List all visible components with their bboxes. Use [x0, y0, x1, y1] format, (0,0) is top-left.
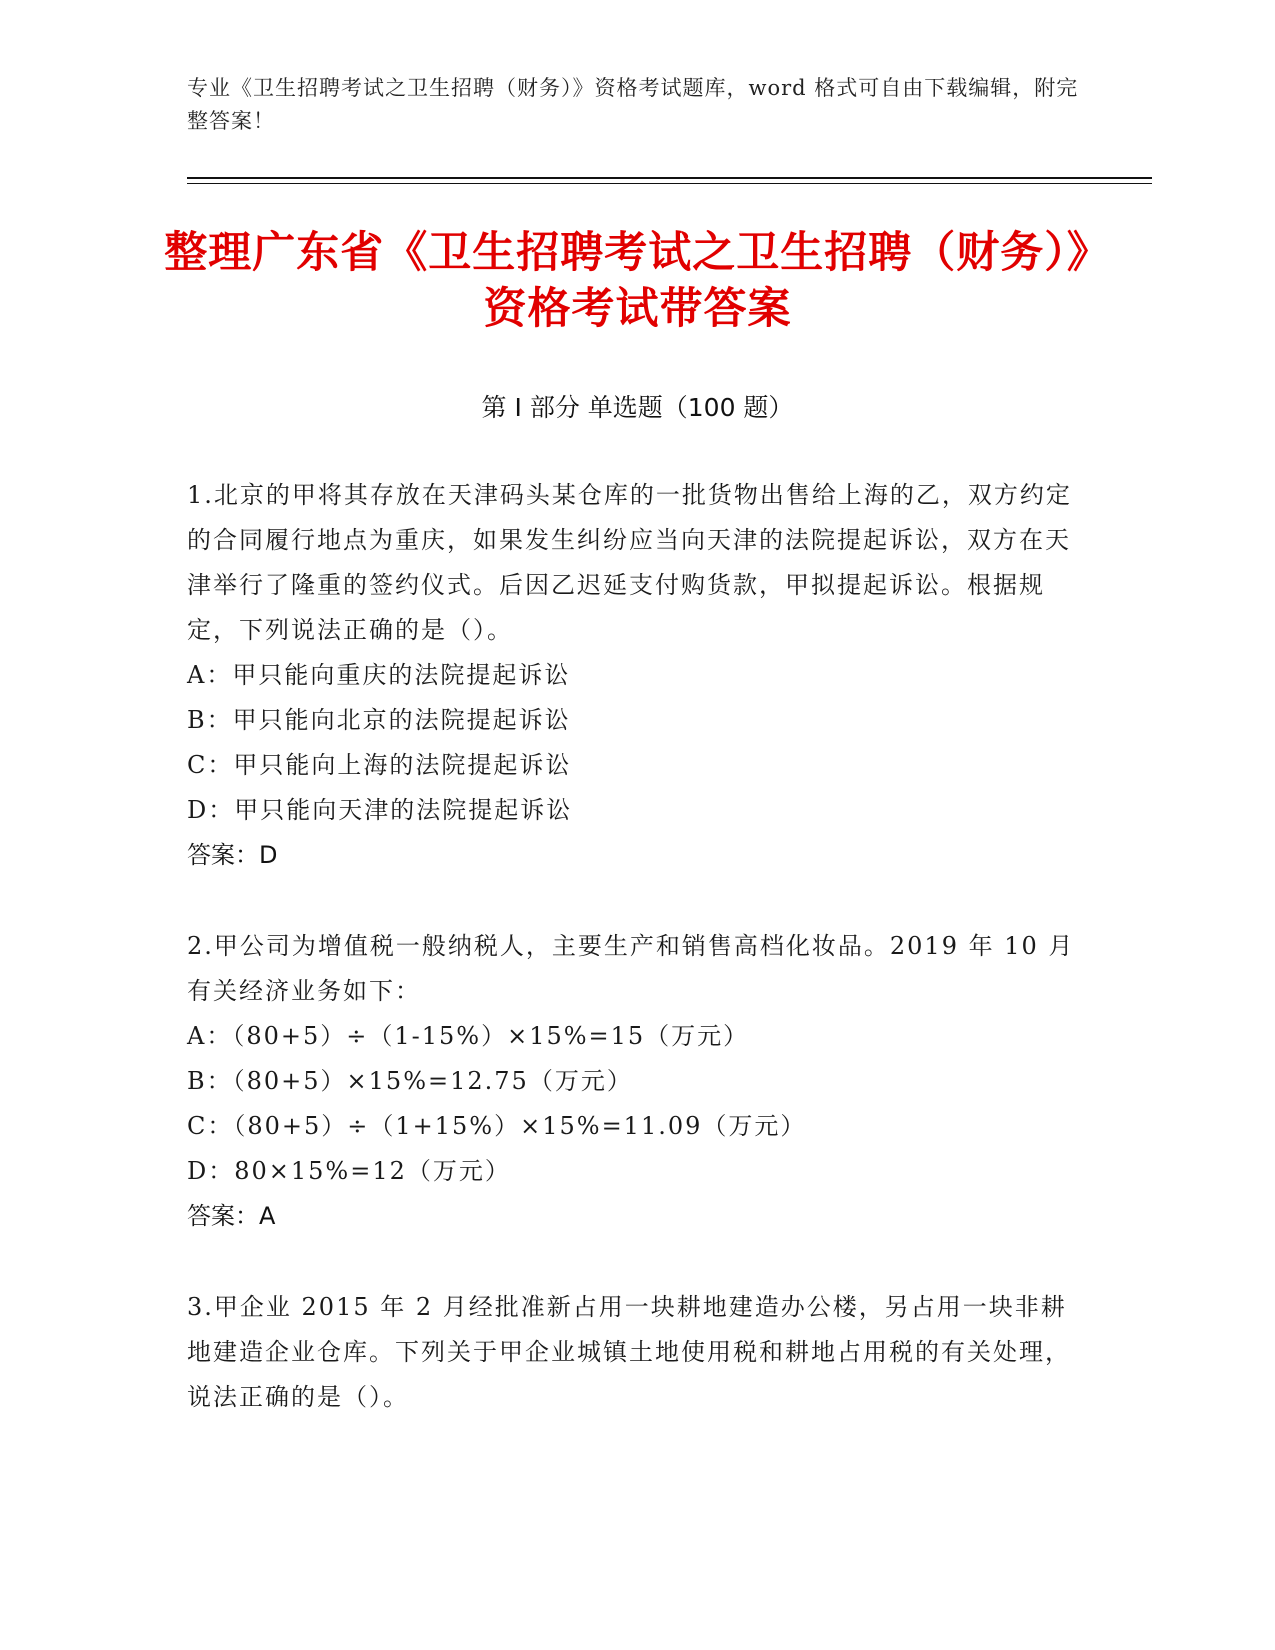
question-text: 1.北京的甲将其存放在天津码头某仓库的一批货物出售给上海的乙，双方约定的合同履行地点为重庆，如果发生纠纷应当向天津的法院提起诉讼，双方在天津举行了隆重的签约仪式。后因乙迟延支付购货款，甲拟提起诉讼。根据规定，下列说法正确的是（）。 — [187, 481, 1072, 644]
question-text: 2.甲公司为增值税一般纳税人，主要生产和销售高档化妆品。2019 年 10 月有关经济业务如下： — [187, 932, 1075, 1005]
option-a: A：（80+5）÷（1-15%）×15%=15（万元） — [187, 1022, 750, 1050]
question-list — [187, 473, 1077, 1466]
question-3 — [187, 1285, 1077, 1420]
option-d: D：80×15%=12（万元） — [187, 1157, 511, 1185]
option-a: A：甲只能向重庆的法院提起诉讼 — [187, 661, 571, 689]
question-1 — [187, 473, 1077, 878]
option-c: C：（80+5）÷（1+15%）×15%=11.09（万元） — [187, 1112, 807, 1140]
answer: 答案：D — [187, 841, 278, 869]
header-divider-thin — [187, 183, 1152, 184]
option-b: B：（80+5）×15%=12.75（万元） — [187, 1067, 633, 1095]
option-c: C：甲只能向上海的法院提起诉讼 — [187, 751, 572, 779]
question-2 — [187, 924, 1077, 1239]
header-divider-thick — [187, 177, 1152, 179]
question-text: 3.甲企业 2015 年 2 月经批准新占用一块耕地建造办公楼，另占用一块非耕地建造企业仓库。下列关于甲企业城镇土地使用税和耕地占用税的有关处理，说法正确的是（）。 — [187, 1293, 1071, 1411]
document-title: 整理广东省《卫生招聘考试之卫生招聘（财务）》资格考试带答案 — [164, 228, 1111, 334]
option-d: D：甲只能向天津的法院提起诉讼 — [187, 796, 573, 824]
header-note: 专业《卫生招聘考试之卫生招聘（财务）》资格考试题库，word 格式可自由下载编辑，附完整答案！ — [187, 76, 1079, 133]
section-title: 第 I 部分 单选题（100 题） — [481, 393, 794, 422]
option-b: B：甲只能向北京的法院提起诉讼 — [187, 706, 571, 734]
answer: 答案：A — [187, 1202, 276, 1230]
